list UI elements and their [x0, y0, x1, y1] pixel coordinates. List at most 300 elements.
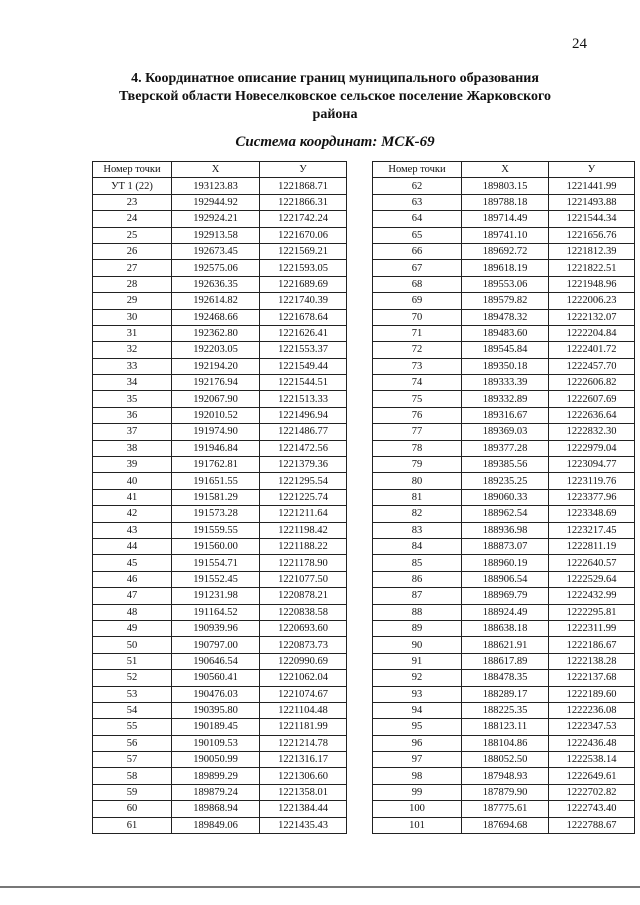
- cell-x: 190189.45: [172, 719, 260, 735]
- cell-y: 1221178.90: [260, 555, 347, 571]
- cell-x: 192067.90: [172, 391, 260, 407]
- cell-x: 188289.17: [462, 686, 549, 702]
- cell-point-number: 69: [373, 293, 462, 309]
- cell-x: 190646.54: [172, 653, 260, 669]
- table-row: [93, 588, 347, 604]
- cell-y: 1222138.28: [549, 653, 635, 669]
- cell-x: 192010.52: [172, 407, 260, 423]
- cell-x: 189618.19: [462, 260, 549, 276]
- table-row: [93, 457, 347, 473]
- cell-y: 1220838.58: [260, 604, 347, 620]
- cell-y: 1221496.94: [260, 407, 347, 423]
- cell-x: 191946.84: [172, 440, 260, 456]
- cell-y: 1221358.01: [260, 784, 347, 800]
- cell-point-number: 92: [373, 670, 462, 686]
- cell-point-number: 60: [93, 801, 172, 817]
- cell-y: 1222788.67: [549, 817, 635, 833]
- cell-x: 188873.07: [462, 538, 549, 554]
- cell-x: 191581.29: [172, 489, 260, 505]
- cell-x: 192673.45: [172, 243, 260, 259]
- table-body-left: [93, 178, 347, 834]
- heading-line-1: 4. Координатное описание границ муниципального образования: [131, 71, 539, 86]
- cell-y: 1221553.37: [260, 342, 347, 358]
- cell-x: 190560.41: [172, 670, 260, 686]
- cell-point-number: 97: [373, 752, 462, 768]
- cell-y: 1221670.06: [260, 227, 347, 243]
- cell-point-number: 79: [373, 457, 462, 473]
- cell-point-number: 70: [373, 309, 462, 325]
- cell-point-number: 39: [93, 457, 172, 473]
- cell-point-number: 67: [373, 260, 462, 276]
- table-row: [373, 457, 635, 473]
- cell-point-number: 71: [373, 325, 462, 341]
- cell-point-number: 33: [93, 358, 172, 374]
- cell-y: 1221513.33: [260, 391, 347, 407]
- table-row: [93, 260, 347, 276]
- table-row: [373, 670, 635, 686]
- cell-y: 1222311.99: [549, 620, 635, 636]
- header-x: X: [462, 162, 549, 178]
- table-row: [373, 391, 635, 407]
- table-row: [93, 571, 347, 587]
- heading-line-3: района: [312, 107, 358, 122]
- table-row: [93, 555, 347, 571]
- table-row: [373, 719, 635, 735]
- cell-x: 191573.28: [172, 506, 260, 522]
- cell-point-number: 88: [373, 604, 462, 620]
- table-row: [93, 424, 347, 440]
- cell-y: 1221181.99: [260, 719, 347, 735]
- cell-x: 190050.99: [172, 752, 260, 768]
- cell-x: 189369.03: [462, 424, 549, 440]
- coordinates-table-right: [372, 161, 635, 834]
- table-row: [373, 588, 635, 604]
- cell-x: 192203.05: [172, 342, 260, 358]
- table-row: [93, 325, 347, 341]
- cell-point-number: 47: [93, 588, 172, 604]
- cell-x: 191164.52: [172, 604, 260, 620]
- cell-point-number: 75: [373, 391, 462, 407]
- cell-x: 187694.68: [462, 817, 549, 833]
- cell-y: 1222640.57: [549, 555, 635, 571]
- cell-x: 192636.35: [172, 276, 260, 292]
- table-row: [93, 391, 347, 407]
- cell-x: 189483.60: [462, 325, 549, 341]
- cell-y: 1222606.82: [549, 375, 635, 391]
- cell-point-number: 94: [373, 702, 462, 718]
- cell-point-number: 62: [373, 178, 462, 194]
- cell-x: 192944.92: [172, 194, 260, 210]
- table-row: [93, 342, 347, 358]
- cell-x: 191651.55: [172, 473, 260, 489]
- table-row: [373, 260, 635, 276]
- cell-x: 187879.90: [462, 784, 549, 800]
- cell-x: 191231.98: [172, 588, 260, 604]
- cell-point-number: 53: [93, 686, 172, 702]
- table-row: [373, 440, 635, 456]
- cell-y: 1222979.04: [549, 440, 635, 456]
- cell-x: 190476.03: [172, 686, 260, 702]
- cell-y: 1222538.14: [549, 752, 635, 768]
- cell-x: 188225.35: [462, 702, 549, 718]
- cell-y: 1222607.69: [549, 391, 635, 407]
- cell-x: 190797.00: [172, 637, 260, 653]
- cell-point-number: 36: [93, 407, 172, 423]
- cell-point-number: 37: [93, 424, 172, 440]
- cell-x: 189385.56: [462, 457, 549, 473]
- cell-point-number: 32: [93, 342, 172, 358]
- cell-y: 1222186.67: [549, 637, 635, 653]
- cell-x: 189579.82: [462, 293, 549, 309]
- cell-y: 1221493.88: [549, 194, 635, 210]
- table-row: [373, 358, 635, 374]
- cell-y: 1221074.67: [260, 686, 347, 702]
- cell-x: 192194.20: [172, 358, 260, 374]
- cell-y: 1222204.84: [549, 325, 635, 341]
- cell-point-number: 23: [93, 194, 172, 210]
- cell-x: 192924.21: [172, 211, 260, 227]
- cell-x: 191974.90: [172, 424, 260, 440]
- cell-point-number: 24: [93, 211, 172, 227]
- cell-y: 1221198.42: [260, 522, 347, 538]
- cell-y: 1222006.23: [549, 293, 635, 309]
- cell-point-number: 34: [93, 375, 172, 391]
- cell-point-number: УТ 1 (22): [93, 178, 172, 194]
- cell-x: 189235.25: [462, 473, 549, 489]
- cell-y: 1222702.82: [549, 784, 635, 800]
- cell-y: 1222529.64: [549, 571, 635, 587]
- cell-point-number: 66: [373, 243, 462, 259]
- cell-y: 1222295.81: [549, 604, 635, 620]
- table-body-right: [373, 178, 635, 834]
- cell-x: 188052.50: [462, 752, 549, 768]
- cell-y: 1222347.53: [549, 719, 635, 735]
- cell-x: 190939.96: [172, 620, 260, 636]
- table-row: [373, 784, 635, 800]
- cell-x: 188960.19: [462, 555, 549, 571]
- cell-x: 188924.49: [462, 604, 549, 620]
- table-row: [373, 817, 635, 833]
- table-row: [373, 506, 635, 522]
- cell-x: 189788.18: [462, 194, 549, 210]
- table-row: [373, 686, 635, 702]
- cell-x: 188104.86: [462, 735, 549, 751]
- cell-point-number: 56: [93, 735, 172, 751]
- cell-x: 189879.24: [172, 784, 260, 800]
- table-row: [373, 276, 635, 292]
- cell-y: 1221689.69: [260, 276, 347, 292]
- cell-point-number: 89: [373, 620, 462, 636]
- cell-point-number: 27: [93, 260, 172, 276]
- table-row: [93, 752, 347, 768]
- cell-y: 1221626.41: [260, 325, 347, 341]
- cell-point-number: 50: [93, 637, 172, 653]
- table-row: [373, 752, 635, 768]
- cell-point-number: 90: [373, 637, 462, 653]
- cell-y: 1221384.44: [260, 801, 347, 817]
- table-row: [93, 440, 347, 456]
- cell-point-number: 44: [93, 538, 172, 554]
- table-header-row: [93, 162, 347, 178]
- cell-x: 189692.72: [462, 243, 549, 259]
- cell-x: 189350.18: [462, 358, 549, 374]
- cell-x: 188123.11: [462, 719, 549, 735]
- cell-x: 192362.80: [172, 325, 260, 341]
- cell-x: 191762.81: [172, 457, 260, 473]
- table-row: [373, 325, 635, 341]
- cell-x: 192468.66: [172, 309, 260, 325]
- cell-x: 189899.29: [172, 768, 260, 784]
- cell-y: 1221435.43: [260, 817, 347, 833]
- cell-x: 192614.82: [172, 293, 260, 309]
- table-row: [373, 604, 635, 620]
- table-row: [93, 375, 347, 391]
- cell-point-number: 86: [373, 571, 462, 587]
- cell-y: 1221062.04: [260, 670, 347, 686]
- table-row: [93, 784, 347, 800]
- cell-point-number: 52: [93, 670, 172, 686]
- table-row: [373, 801, 635, 817]
- header-y: У: [260, 162, 347, 178]
- cell-point-number: 42: [93, 506, 172, 522]
- cell-y: 1221214.78: [260, 735, 347, 751]
- cell-y: 1221295.54: [260, 473, 347, 489]
- table-row: [373, 571, 635, 587]
- cell-point-number: 51: [93, 653, 172, 669]
- cell-y: 1221486.77: [260, 424, 347, 440]
- cell-point-number: 30: [93, 309, 172, 325]
- cell-x: 190395.80: [172, 702, 260, 718]
- table-row: [93, 719, 347, 735]
- cell-point-number: 83: [373, 522, 462, 538]
- cell-y: 1221544.34: [549, 211, 635, 227]
- table-row: [373, 293, 635, 309]
- cell-point-number: 29: [93, 293, 172, 309]
- cell-y: 1221593.05: [260, 260, 347, 276]
- table-header-row: [373, 162, 635, 178]
- cell-point-number: 65: [373, 227, 462, 243]
- cell-point-number: 40: [93, 473, 172, 489]
- table-row: [93, 276, 347, 292]
- table-row: [93, 309, 347, 325]
- cell-x: 187948.93: [462, 768, 549, 784]
- cell-x: 190109.53: [172, 735, 260, 751]
- cell-point-number: 48: [93, 604, 172, 620]
- cell-y: 1222636.64: [549, 407, 635, 423]
- table-row: [93, 620, 347, 636]
- table-row: [93, 506, 347, 522]
- table-row: [93, 735, 347, 751]
- cell-x: 192575.06: [172, 260, 260, 276]
- cell-y: 1220878.21: [260, 588, 347, 604]
- table-row: [93, 522, 347, 538]
- table-row: [93, 293, 347, 309]
- table-row: [93, 243, 347, 259]
- section-heading: [70, 70, 600, 124]
- cell-point-number: 77: [373, 424, 462, 440]
- table-row: [93, 227, 347, 243]
- cell-x: 191560.00: [172, 538, 260, 554]
- table-row: [373, 178, 635, 194]
- cell-x: 189803.15: [462, 178, 549, 194]
- page-number: 24: [572, 36, 587, 52]
- table-row: [373, 735, 635, 751]
- cell-y: 1222811.19: [549, 538, 635, 554]
- table-row: [93, 702, 347, 718]
- table-row: [373, 473, 635, 489]
- coordinates-table-left: [92, 161, 347, 834]
- cell-y: 1221868.71: [260, 178, 347, 194]
- table-row: [373, 702, 635, 718]
- cell-y: 1220873.73: [260, 637, 347, 653]
- cell-point-number: 64: [373, 211, 462, 227]
- cell-point-number: 55: [93, 719, 172, 735]
- cell-point-number: 99: [373, 784, 462, 800]
- table-row: [93, 473, 347, 489]
- cell-point-number: 98: [373, 768, 462, 784]
- table-row: [93, 358, 347, 374]
- table-row: [93, 178, 347, 194]
- page-bottom-rule: [0, 886, 640, 888]
- cell-x: 192176.94: [172, 375, 260, 391]
- table-row: [93, 194, 347, 210]
- cell-y: 1221306.60: [260, 768, 347, 784]
- table-row: [93, 801, 347, 817]
- table-row: [373, 407, 635, 423]
- table-row: [373, 555, 635, 571]
- cell-y: 1222743.40: [549, 801, 635, 817]
- table-row: [373, 194, 635, 210]
- cell-x: 189849.06: [172, 817, 260, 833]
- cell-point-number: 73: [373, 358, 462, 374]
- cell-point-number: 82: [373, 506, 462, 522]
- cell-x: 189714.49: [462, 211, 549, 227]
- cell-point-number: 63: [373, 194, 462, 210]
- header-point-number: Номер точки: [373, 162, 462, 178]
- cell-point-number: 80: [373, 473, 462, 489]
- cell-y: 1221812.39: [549, 243, 635, 259]
- cell-y: 1222132.07: [549, 309, 635, 325]
- cell-x: 191552.45: [172, 571, 260, 587]
- cell-point-number: 31: [93, 325, 172, 341]
- header-y: У: [549, 162, 635, 178]
- cell-point-number: 78: [373, 440, 462, 456]
- cell-y: 1220693.60: [260, 620, 347, 636]
- table-row: [93, 670, 347, 686]
- cell-y: 1221742.24: [260, 211, 347, 227]
- cell-y: 1223377.96: [549, 489, 635, 505]
- cell-y: 1221225.74: [260, 489, 347, 505]
- table-row: [373, 620, 635, 636]
- cell-y: 1223348.69: [549, 506, 635, 522]
- cell-y: 1221077.50: [260, 571, 347, 587]
- cell-point-number: 46: [93, 571, 172, 587]
- cell-y: 1221316.17: [260, 752, 347, 768]
- table-row: [373, 227, 635, 243]
- cell-y: 1221104.48: [260, 702, 347, 718]
- table-row: [373, 489, 635, 505]
- table-row: [373, 538, 635, 554]
- table-row: [93, 653, 347, 669]
- table-row: [373, 653, 635, 669]
- cell-y: 1221379.36: [260, 457, 347, 473]
- cell-y: 1222137.68: [549, 670, 635, 686]
- cell-x: 189553.06: [462, 276, 549, 292]
- cell-y: 1222436.48: [549, 735, 635, 751]
- cell-x: 188962.54: [462, 506, 549, 522]
- header-point-number: Номер точки: [93, 162, 172, 178]
- cell-point-number: 74: [373, 375, 462, 391]
- cell-y: 1221569.21: [260, 243, 347, 259]
- cell-point-number: 28: [93, 276, 172, 292]
- cell-point-number: 85: [373, 555, 462, 571]
- table-row: [93, 604, 347, 620]
- cell-point-number: 68: [373, 276, 462, 292]
- cell-point-number: 57: [93, 752, 172, 768]
- table-row: [373, 211, 635, 227]
- cell-x: 188936.98: [462, 522, 549, 538]
- cell-point-number: 91: [373, 653, 462, 669]
- cell-y: 1222401.72: [549, 342, 635, 358]
- cell-y: 1222832.30: [549, 424, 635, 440]
- cell-point-number: 59: [93, 784, 172, 800]
- cell-point-number: 76: [373, 407, 462, 423]
- cell-point-number: 41: [93, 489, 172, 505]
- cell-y: 1223094.77: [549, 457, 635, 473]
- cell-y: 1220990.69: [260, 653, 347, 669]
- table-row: [93, 637, 347, 653]
- cell-x: 189333.39: [462, 375, 549, 391]
- cell-y: 1223119.76: [549, 473, 635, 489]
- cell-y: 1222189.60: [549, 686, 635, 702]
- cell-point-number: 61: [93, 817, 172, 833]
- cell-point-number: 49: [93, 620, 172, 636]
- cell-point-number: 35: [93, 391, 172, 407]
- cell-x: 188478.35: [462, 670, 549, 686]
- cell-x: 189868.94: [172, 801, 260, 817]
- cell-x: 189478.32: [462, 309, 549, 325]
- table-row: [93, 538, 347, 554]
- cell-y: 1221472.56: [260, 440, 347, 456]
- cell-y: 1221822.51: [549, 260, 635, 276]
- cell-x: 193123.83: [172, 178, 260, 194]
- cell-y: 1222432.99: [549, 588, 635, 604]
- cell-y: 1222457.70: [549, 358, 635, 374]
- cell-y: 1221948.96: [549, 276, 635, 292]
- cell-point-number: 96: [373, 735, 462, 751]
- table-row: [93, 211, 347, 227]
- cell-point-number: 100: [373, 801, 462, 817]
- cell-point-number: 25: [93, 227, 172, 243]
- cell-point-number: 43: [93, 522, 172, 538]
- table-row: [373, 522, 635, 538]
- cell-point-number: 54: [93, 702, 172, 718]
- cell-y: 1222236.08: [549, 702, 635, 718]
- table-row: [373, 637, 635, 653]
- table-row: [93, 489, 347, 505]
- table-row: [373, 375, 635, 391]
- table-row: [93, 768, 347, 784]
- cell-point-number: 45: [93, 555, 172, 571]
- cell-y: 1223217.45: [549, 522, 635, 538]
- cell-point-number: 38: [93, 440, 172, 456]
- table-row: [373, 342, 635, 358]
- cell-point-number: 93: [373, 686, 462, 702]
- cell-point-number: 72: [373, 342, 462, 358]
- cell-point-number: 95: [373, 719, 462, 735]
- cell-x: 189741.10: [462, 227, 549, 243]
- cell-point-number: 58: [93, 768, 172, 784]
